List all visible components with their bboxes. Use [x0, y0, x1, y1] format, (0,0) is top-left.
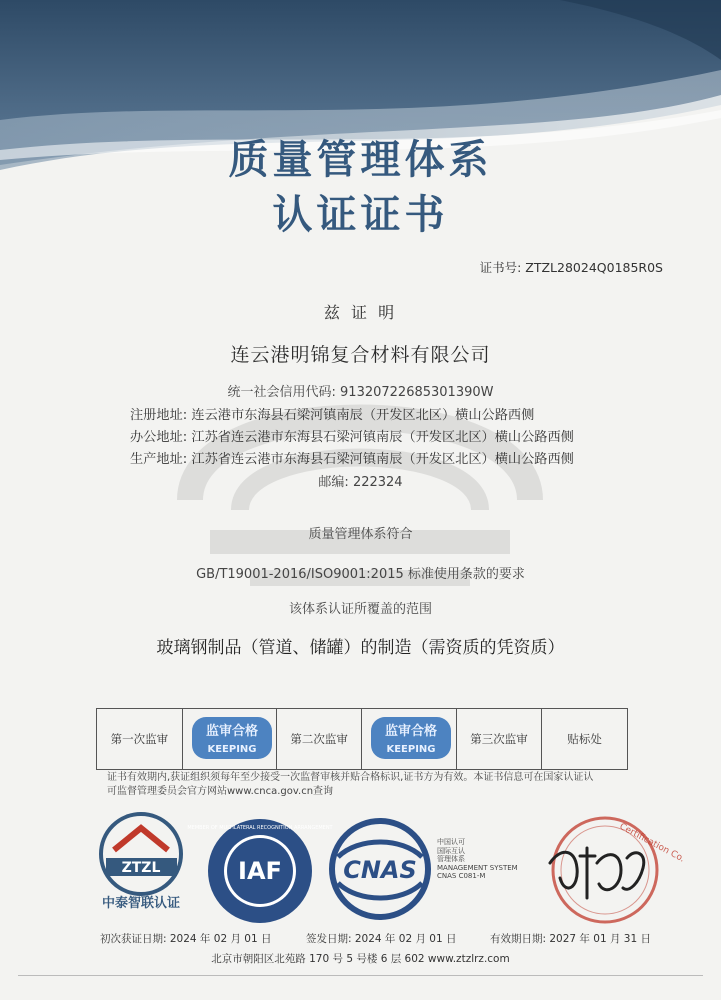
- postal-code: [0, 471, 721, 490]
- credit-code-value: 91320722685301390W: [340, 385, 494, 400]
- certificate-title-line1: 质量管理体系: [228, 136, 493, 183]
- hereby-text: 兹 证 明: [323, 303, 398, 322]
- note-line-2: 可监督管理委员会官方网站www.cnca.gov.cn查询: [107, 786, 334, 797]
- cnas-logo-icon: [328, 817, 432, 921]
- credit-code-label: 统一社会信用代码:: [227, 385, 336, 400]
- certificate-number-label: 证书号:: [479, 260, 522, 275]
- first-issue-date: 初次获证日期: 2024 年 02 月 01 日: [100, 933, 272, 945]
- footer-address: 北京市朝阳区北苑路 170 号 5 号楼 6 层 602 www.ztzlrz.com: [211, 953, 510, 965]
- stamp-text-top: 监审合格: [385, 724, 438, 739]
- issue-date: 签发日期: 2024 年 02 月 01 日: [306, 933, 457, 945]
- ms-line: 国际互认: [437, 846, 465, 855]
- validity-notes: [107, 771, 627, 799]
- audit-cell-second-label: 第二次监审: [277, 709, 363, 769]
- certificate-number: [480, 258, 663, 276]
- ztzl-name: 中泰智联认证: [101, 896, 180, 911]
- official-seal-icon: [535, 808, 687, 933]
- audit-table: [96, 708, 628, 770]
- stamp-text-bottom: KEEPING: [386, 744, 437, 755]
- iaf-ring-text: MEMBER OF MULTILATERAL RECOGNITION ARRANGEMENT: [187, 825, 333, 831]
- credit-code: [0, 381, 721, 400]
- production-address: 生产地址: 江苏省连云港市东海县石梁河镇南辰（开发区北区）横山公路西侧: [130, 452, 574, 467]
- audit-cell-label-area: 贴标处: [567, 732, 602, 746]
- keeping-stamp-icon: [189, 713, 275, 763]
- ztzl-mark-text: ZTZL: [121, 860, 161, 876]
- registered-address: 注册地址: 连云港市东海县石梁河镇南辰（开发区北区）横山公路西侧: [130, 408, 535, 423]
- stamp-text-top: 监审合格: [205, 724, 258, 739]
- certificate-title-line2: 认证证书: [272, 191, 449, 238]
- iaf-logo-icon: [187, 815, 333, 927]
- standard-text: GB/T19001-2016/ISO9001:2015 标准使用条款的要求: [196, 567, 525, 582]
- expiry-date: 有效期日期: 2027 年 01 月 31 日: [490, 933, 652, 945]
- stamp-text-bottom: KEEPING: [207, 744, 257, 755]
- bottom-divider: [18, 975, 703, 976]
- ms-line: 中国认可: [437, 838, 465, 846]
- keeping-stamp-icon: [368, 713, 454, 763]
- postal-value: 222324: [352, 475, 403, 490]
- ms-line: MANAGEMENT SYSTEM: [437, 863, 518, 872]
- audit-cell-first-label: 第一次监审: [97, 709, 183, 769]
- conform-text: 质量管理体系符合: [308, 527, 413, 542]
- management-system-text: [437, 838, 529, 881]
- office-address: 办公地址: 江苏省连云港市东海县石梁河镇南辰（开发区北区）横山公路西侧: [130, 430, 574, 445]
- scope-title: 该体系认证所覆盖的范围: [288, 602, 432, 617]
- audit-cell-third-label: 第三次监审: [457, 709, 543, 769]
- seal-ring-text: Certification Co.: [617, 821, 687, 865]
- audit-cell-second-stamp: [362, 709, 456, 769]
- iaf-text: IAF: [238, 857, 282, 885]
- ms-line: CNAS C081-M: [437, 872, 486, 880]
- ms-line: 管理体系: [437, 855, 465, 863]
- scope-text: 玻璃钢制品（管道、储罐）的制造（需资质的凭资质）: [156, 638, 565, 658]
- audit-cell-first-stamp: [183, 709, 277, 769]
- postal-label: 邮编:: [318, 475, 349, 490]
- certificate-number-value: ZTZL28024Q0185R0S: [525, 260, 663, 275]
- note-line-1: 证书有效期内,获证组织须每年至少接受一次监督审核并贴合格标识,证书方为有效。本证书信息可在国家认证认: [107, 772, 594, 783]
- cnas-text: CNAS: [343, 856, 417, 884]
- company-name: 连云港明锦复合材料有限公司: [230, 344, 491, 366]
